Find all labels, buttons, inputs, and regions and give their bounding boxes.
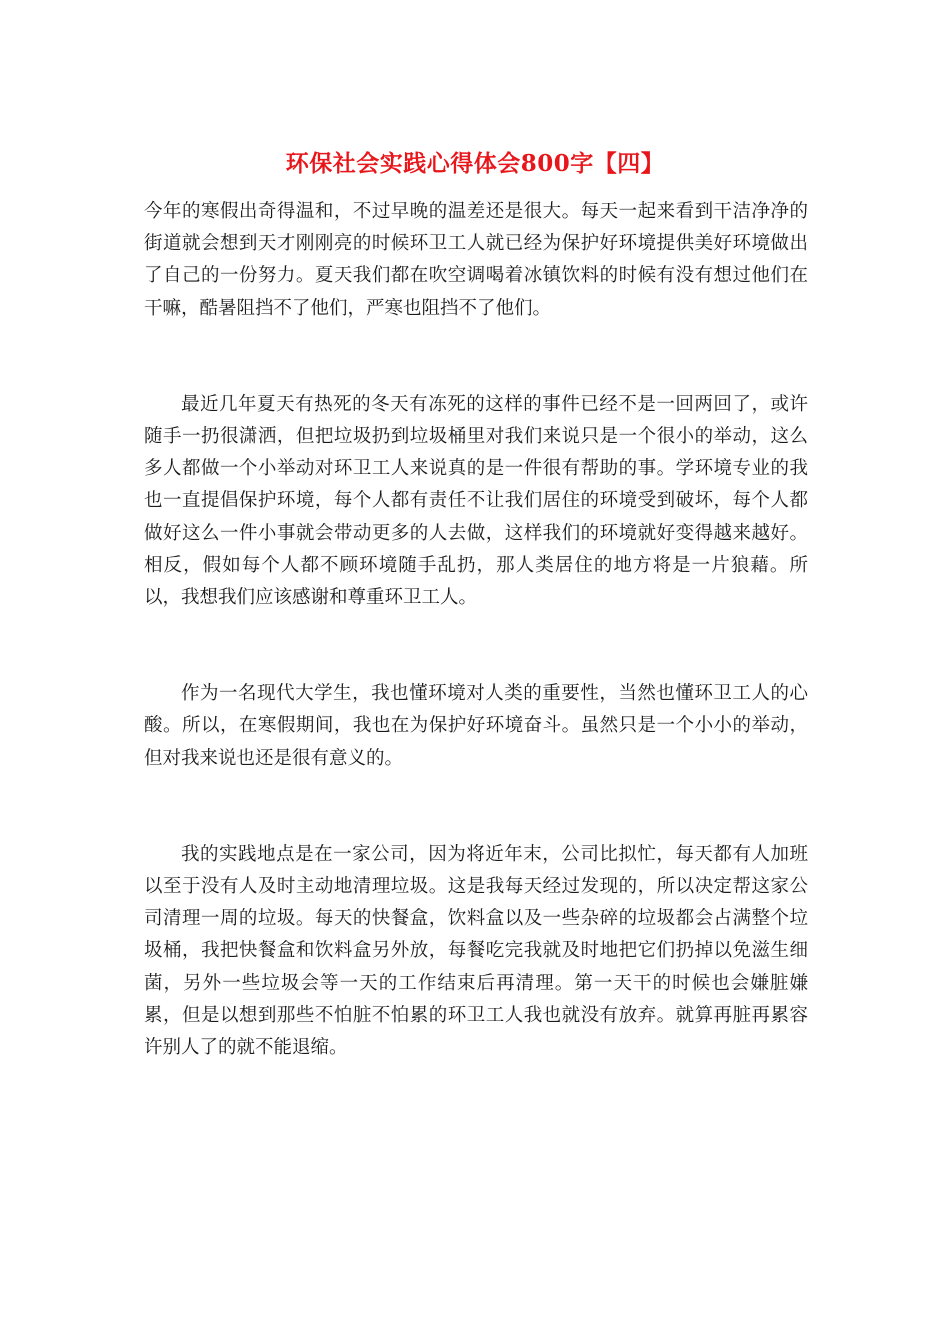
- paragraph-2: 最近几年夏天有热死的冬天有冻死的这样的事件已经不是一回两回了，或许随手一扔很潇洒，但把垃圾扔到垃圾桶里对我们来说只是一个很小的举动，这么多人都做一个小举动对环卫工人来说真的是一件很有帮助的事。学环境专业的我也一直提倡保护环境，每个人都有责任不让我们居住的环境受到破坏，每个人都做好这么一件小事就会带动更多的人去做，这样我们的环境就好变得越来越好。相反，假如每个人都不顾环境随手乱扔，那人类居住的地方将是一片狼藉。所以，我想我们应该感谢和尊重环卫工人。: [144, 393, 808, 609]
- paragraph-4: 我的实践地点是在一家公司，因为将近年末，公司比拟忙，每天都有人加班以至于没有人及时主动地清理垃圾。这是我每天经过发现的，所以决定帮这家公司清理一周的垃圾。每天的快餐盒，饮料盒以及一些杂碎的垃圾都会占满整个垃圾桶，我把快餐盒和饮料盒另外放，每餐吃完我就及时地把它们扔掉以免滋生细菌，另外一些垃圾会等一天的工作结束后再清理。第一天干的时候也会嫌脏嫌累，但是以想到那些不怕脏不怕累的环卫工人我也就没有放弃。就算再脏再累容许别人了的就不能退缩。: [144, 843, 808, 1059]
- paragraph-3: 作为一名现代大学生，我也懂环境对人类的重要性，当然也懂环卫工人的心酸。所以，在寒假期间，我也在为保护好环境奋斗。虽然只是一个小小的举动，但对我来说也还是很有意义的。: [144, 683, 808, 769]
- page-title: 环保社会实践心得体会800字【四】: [285, 150, 665, 177]
- document-body: [144, 196, 808, 1064]
- paragraph-1: 今年的寒假出奇得温和，不过早晚的温差还是很大。每天一起来看到干洁净净的街道就会想到天才刚刚亮的时候环卫工人就已经为保护好环境提供美好环境做出了自己的一份努力。夏天我们都在吹空调喝着冰镇饮料的时候有没有想过他们在干嘛，酷暑阻挡不了他们，严寒也阻挡不了他们。: [144, 201, 808, 319]
